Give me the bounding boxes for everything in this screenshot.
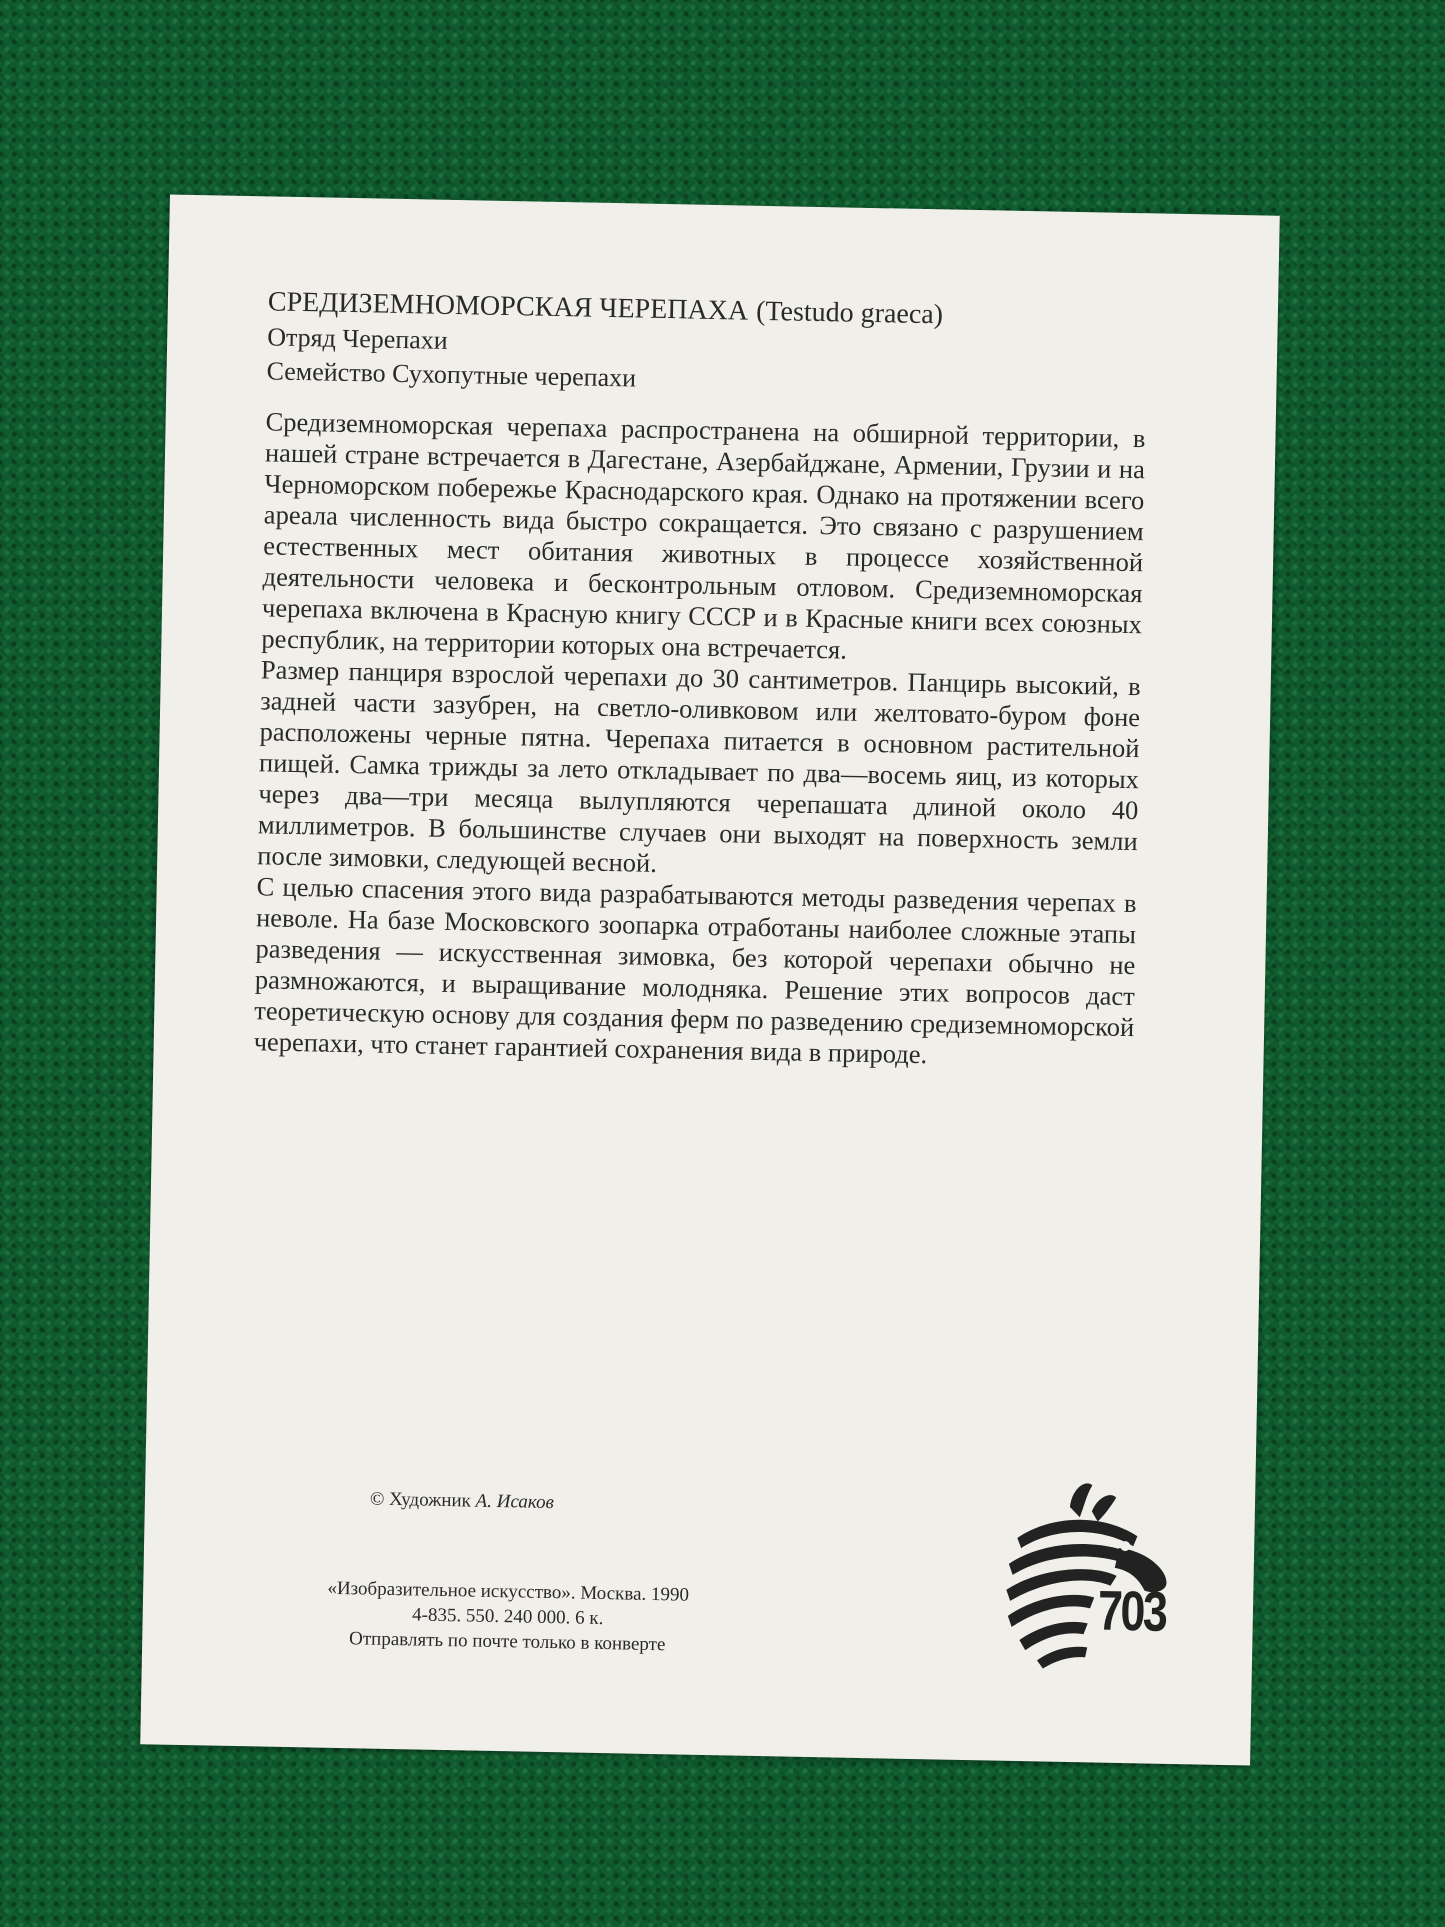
- print-code-line: 4-835. 550. 240 000. 6 к.: [411, 1604, 604, 1630]
- paragraph-morphology: Размер панциря взрослой черепахи до 30 сантиметров. Панцирь высокий, в задней части зазубрен, на светло-оливковом или желтовато-буром фоне расположены черные пятна. Черепаха питается в основном растительной пищей. Самка трижды за лето откладывает по два—восемь яиц, из которых через два—три месяца вылупляются черепашата длиной около 40 миллиметров. В большинстве случаев они выходят на поверхность земли после зимовки, следующей весной.: [257, 654, 1142, 878]
- paragraph-conservation: С целью спасения этого вида разрабатываются методы разведения черепах в неволе. На базе Московского зоопарка отработаны наиболее сложные этапы разведения — искусственная зимовка, без которой черепахи обычно не размножаются, и выращивание молодняка. Решение этих вопросов даст теоретическую основу для создания ферм по разведению средиземноморской черепахи, что станет гарантией сохранения вида в природе.: [253, 871, 1137, 1070]
- zebra-head-icon: [997, 1476, 1191, 1680]
- postcard: [140, 194, 1280, 1765]
- description: [253, 406, 1145, 1074]
- family-line: Семейство Сухопутные черепахи: [266, 356, 637, 393]
- credit-prefix: © Художник: [369, 1488, 472, 1512]
- zebra-logo: [997, 1476, 1191, 1680]
- card-number: 703: [1097, 1578, 1167, 1643]
- artist-credit: [370, 1489, 554, 1515]
- paragraph-distribution: Средиземноморская черепаха распространена на обширной территории, в нашей стране встречается в Дагестане, Азербайджане, Армении, Грузии и на Черноморском побережье Краснодарского края. Однако на протяжении всего ареала численность вида быстро сокращается. Это связано с разрушением естественных мест обитания животных в процессе хозяйственной деятельности человека и бесконтрольным отловом. Средиземноморская черепаха включена в Красную книгу СССР и в Красные книги всех союзных республик, на территории которых она встречается.: [261, 406, 1146, 665]
- postcard-back: [140, 194, 1280, 1765]
- artist-name: А. Исаков: [475, 1490, 555, 1514]
- species-title: СРЕДИЗЕМНОМОРСКАЯ ЧЕРЕПАХА: [267, 286, 749, 327]
- header: [266, 284, 1188, 406]
- scientific-name: (Testudo graeca): [755, 295, 944, 331]
- order-line: Отряд Черепахи: [266, 322, 449, 355]
- publisher-line: «Изобразительное искусство». Москва. 1990: [327, 1577, 690, 1606]
- mailing-note: Отправлять по почте только в конверте: [348, 1628, 666, 1656]
- imprint: [272, 1575, 743, 1659]
